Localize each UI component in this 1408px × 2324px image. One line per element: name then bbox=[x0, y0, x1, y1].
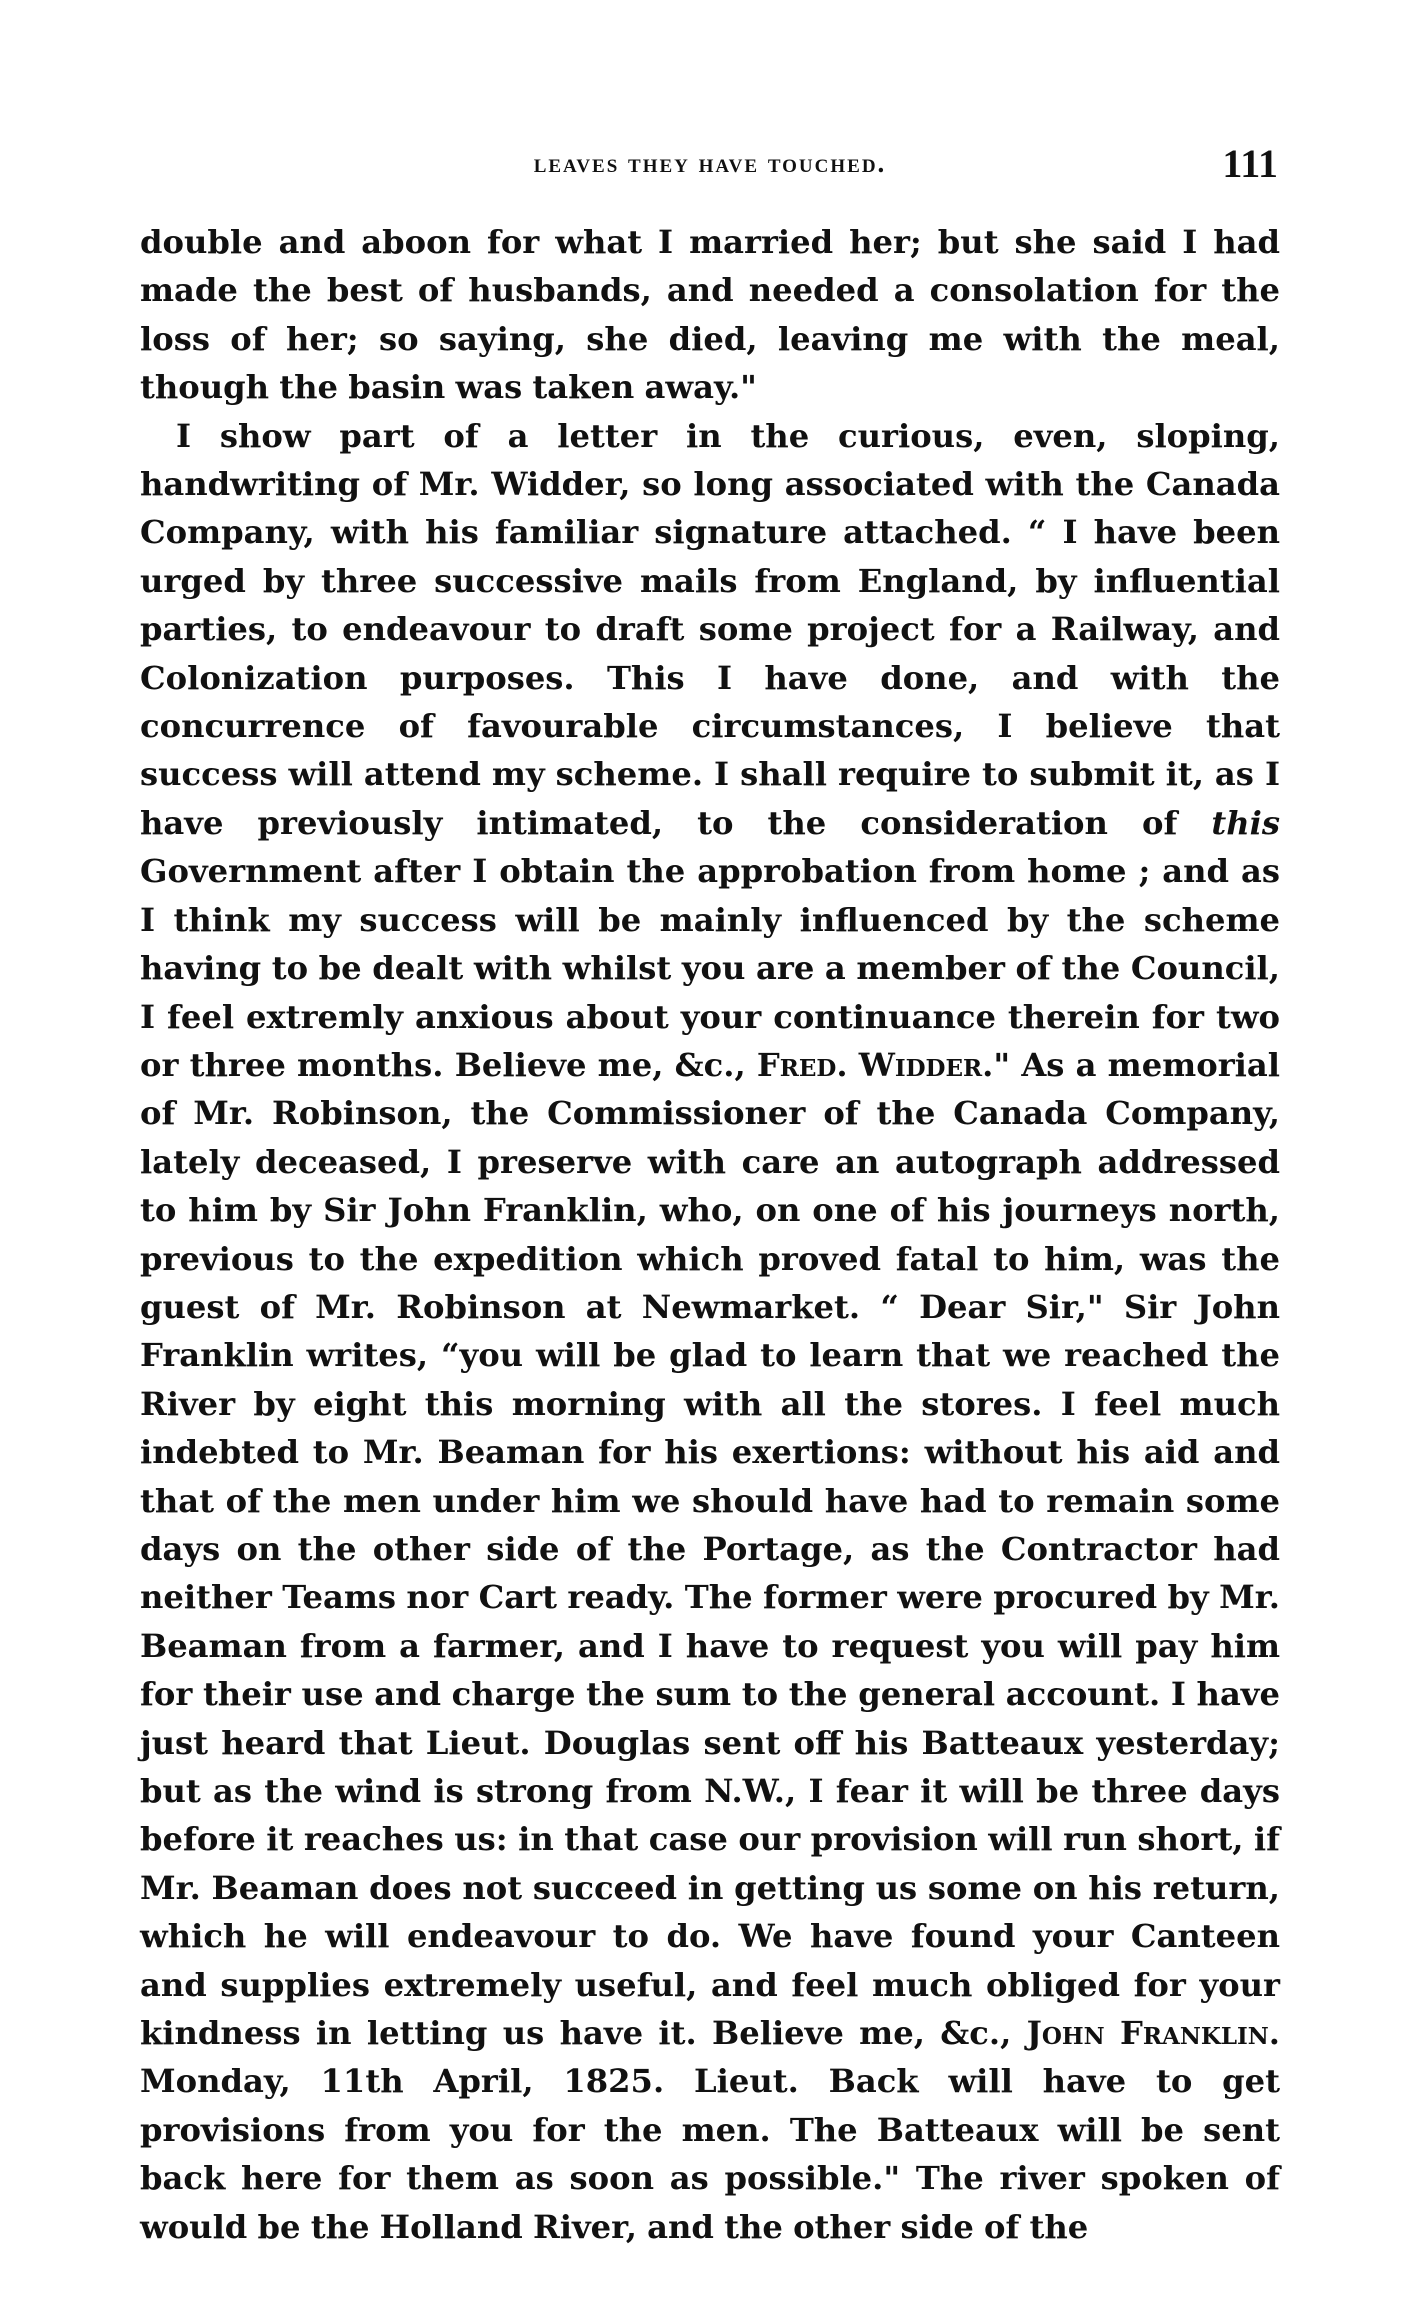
paragraph-letters bbox=[140, 412, 1280, 2251]
text-run: " As a memorial of Mr. Robinson, the Commissioner of the Canada Company, lately deceased, I preserve with care an autograph addressed to him by Sir John Franklin, who, on one of his journeys north, previous to the expedition which proved fatal to him, was the guest of Mr. Robinson at Newmarket. “ Dear Sir," Sir John Franklin writes, “you will be glad to learn that we reached the River by eight this morning with all the stores. I feel much indebted to Mr. Beaman for his exertions: without his aid and that of the men under him we should have had to remain some days on the other side of the Portage, as the Contractor had neither Teams nor Cart ready. The former were procured by Mr. Beaman from a farmer, and I have to request you will pay him for their use and charge the sum to the general account. I have just heard that Lieut. Douglas sent off his Batteaux yesterday; but as the wind is strong from N.W., I fear it will be three days before it reaches us: in that case our provision will run short, if Mr. Beaman does not succeed in getting us some on his return, which he will endeavour to do. We have found your Canteen and supplies extremely useful, and feel much obliged for your kindness in letting us have it. Believe me, &c., bbox=[140, 1045, 1280, 2053]
paragraph-continuation: double and aboon for what I married her; but she said I had made the best of husbands, and needed a consolation for the loss of her; so saying, she died, leaving me with the meal, though the basin was taken away." bbox=[140, 223, 1280, 407]
signature-franklin: John Franklin. bbox=[1026, 2014, 1280, 2053]
page-header bbox=[140, 140, 1280, 200]
text-run: Government after I obtain the approbation from home ; and as I think my success will be mainly influenced by the scheme having to be dealt with whilst you are a member of the Council, I feel extremly anxious about your continuance therein for two or three months. Believe me, &c., bbox=[140, 852, 1280, 1084]
running-title: leaves they have touched. bbox=[533, 148, 887, 178]
emphasis-this: this bbox=[1211, 803, 1280, 842]
page-number: 111 bbox=[1222, 141, 1278, 186]
signature-widder: Fred. Widder. bbox=[756, 1045, 994, 1084]
text-run: Monday, 11th April, 1825. Lieut. Back will have to get provisions from you for the men. The Batteaux will be sent back here for them as soon as possible." The river spoken of would be the Holland River, and the other side of the bbox=[140, 2062, 1280, 2246]
body-text bbox=[140, 218, 1280, 2251]
text-run: I show part of a letter in the curious, even, sloping, handwriting of Mr. Widder, so long associated with the Canada Company, with his familiar signature attached. “ I have been urged by three successive mails from England, by influential parties, to endeavour to draft some project for a Railway, and Colonization purposes. This I have done, and with the concurrence of favourable circumstances, I believe that success will attend my scheme. I shall require to submit it, as I have previously intimated, to the consideration of bbox=[140, 416, 1280, 842]
book-page bbox=[140, 140, 1280, 2251]
